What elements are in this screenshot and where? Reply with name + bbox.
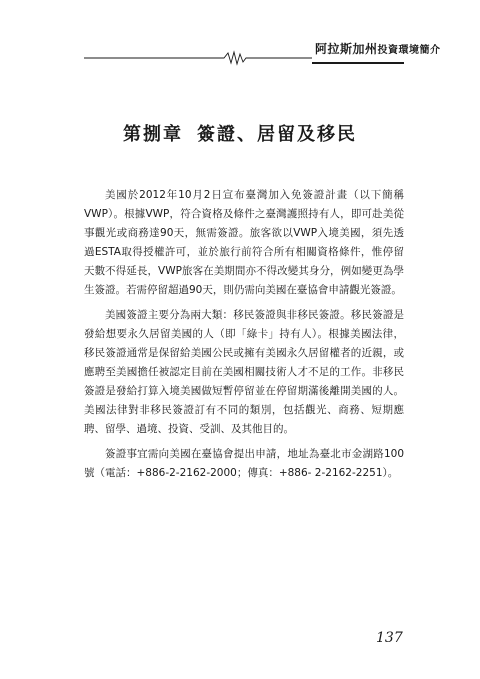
header-title-main: 阿拉斯加州 [315, 42, 378, 56]
page-number: 137 [376, 630, 403, 646]
chapter-heading [0, 120, 480, 146]
paragraph: 簽證事宜需向美國在臺協會提出申請，地址為臺北市金湖路100號（電話：+886-2-2162-2000；傳真：+886- 2-2162-2251）。 [84, 448, 404, 479]
body-text [84, 186, 404, 489]
chapter-number: 第捌章 [123, 124, 183, 145]
header-title-sub: 投資環境簡介 [377, 45, 441, 56]
chapter-title: 簽證、居留及移民 [197, 124, 357, 145]
paragraph: 美國於2012年10月2日宣布臺灣加入免簽證計畫（以下簡稱VWP）。根據VWP，符合資格及條件之臺灣護照持有人，即可赴美從事觀光或商務達90天，無需簽證。旅客欲以VWP入境美國，須先透過ESTA取得授權許可，並於旅行前符合所有相關資格條件，惟停留天數不得延長，VWP旅客在美期間亦不得改變其身分，例如變更為學生簽證。若需停留超過90天，則仍需向美國在臺協會申請觀光簽證。 [84, 189, 404, 296]
paragraph: 美國簽證主要分為兩大類：移民簽證與非移民簽證。移民簽證是發給想要永久居留美國的人（即「綠卡」持有人）。根據美國法律，移民簽證通常是保留給美國公民或擁有美國永久居留權者的近親，或應聘至美國擔任被認定目前在美國相關技術人才不足的工作。非移民簽證是發給打算入境美國做短暫停留並在停留期滿後離開美國的人。美國法律對非移民簽證訂有不同的類別，包括觀光、商務、短期應聘、留學、過境、投資、受訓、及其他目的。 [84, 309, 404, 435]
running-header [315, 40, 441, 57]
